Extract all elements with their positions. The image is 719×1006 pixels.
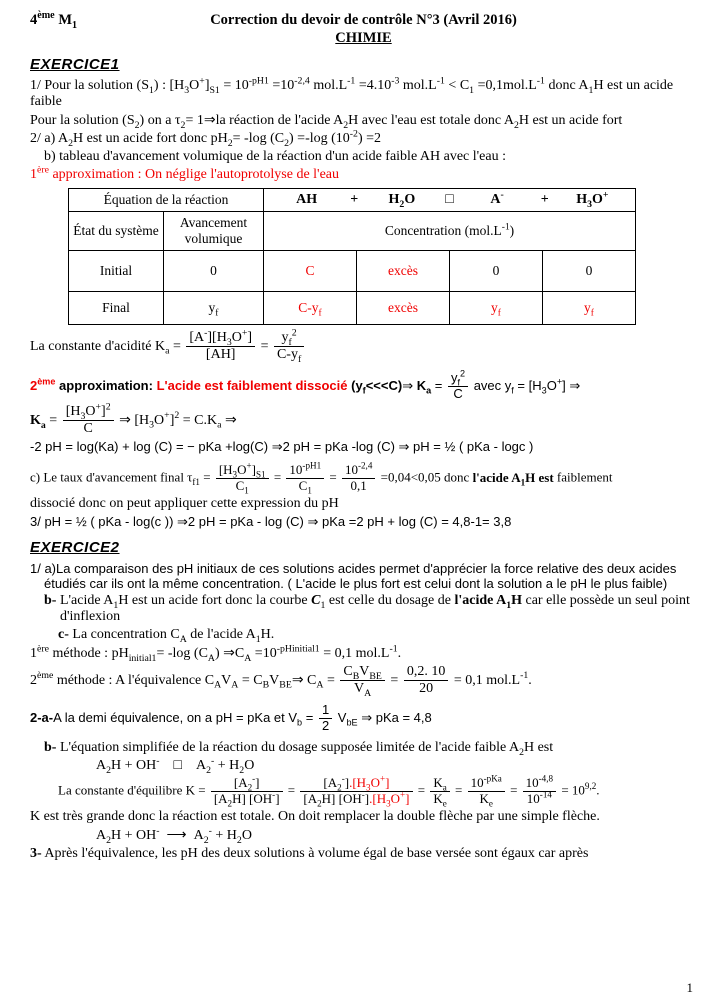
ex1-tableau-intro-line: b) tableau d'avancement volumique de la réaction d'un acide faible AH avec l'eau :: [44, 149, 506, 164]
table-row-final: [69, 292, 636, 325]
ex2-comparaison-line: 1/ a)La comparaison des pH initiaux de ces solutions acides permet d'apprécier la force relative des deux acides étudiés car ils ont la même concentration. ( L'acide le plus fort est celui dont la solution a le pH le plus faible): [30, 561, 677, 592]
ex1-approximation1-line: 1ère approximation : On néglige l'autoprotolyse de l'eau: [30, 164, 339, 182]
conc-cell: $C-y_f$: [264, 292, 357, 325]
avancement-cell: $y_f$: [164, 292, 264, 325]
conc-cell: excès: [357, 251, 450, 292]
taux-avancement-line: c) Le taux d'avancement final $\tau_{f1}$ = $\frac{[H_3O^+]_{S1}}{C_1}$ = $\frac{10^{-pH1}}{C_1}$ = $\frac{10^{-2,4}}{0,1}$ =0,04<0,05 donc l'acide $A_1H$ est faiblement: [30, 460, 613, 496]
ex2-courbe-line: b- L'acide $A_1H$ est un acide fort donc la courbe $C_1$ est celle du dosage de l'acide $A_1H$ car elle possède un seul point d'inflexion: [44, 593, 690, 625]
document-title: Correction du devoir de contrôle N°3 (Avril 2016): [210, 12, 517, 28]
table-row-headers: [69, 212, 636, 251]
page-number: 1: [686, 980, 693, 995]
ex2-question3-line: 3- Après l'équivalence, les pH des deux solutions à volume égal de base versée sont égaux car après: [30, 846, 589, 862]
species-a-minus: A-: [490, 189, 504, 207]
exercice2-heading: EXERCICE2: [30, 539, 120, 557]
ex1-approximation2-line: 2ème approximation: L'acide est faiblement dissocié $(y_f<<<C)\Rightarrow$ $K_a$ = $\frac{y_f^2}{C}$ avec $y_f = [H_3O^+]$ ⇒: [30, 368, 581, 402]
taux-avancement-line2: dissocié donc on peut appliquer cette expression du pH: [30, 496, 339, 512]
ka-simplified-line: $K_a$ = $\frac{[H_3O^+]^2}{C}$ ⇒ $[H_3O^+]^2 = C.K_a$ ⇒: [30, 401, 237, 437]
ex1-solution1-line: 1/ Pour la solution $(S_1)$ : $[H_3O^+]_{S1} = 10^{-pH1} =10^{-2,4}$ $mol.L^{-1} =4.10^{-3}$ $mol.L^{-1} < C_1 =0,1mol.L^{-1}$ donc $A_1H$ est un acide faible: [30, 75, 674, 109]
constante-equilibre-line: La constante d'équilibre K = $\frac{[A_2^-]}{[A_2H] [OH^-]}$ = $\frac{[A_2^-].[H_3O^+]}{[A_2H] [OH^-].[H_3O^+]}$ = $\frac{K_a}{K_e}$ = $\frac{10^{-pKa}}{K_e}$ = $\frac{10^{-4,8}}{10^{-14}}$ = $10^{9,2}$.: [58, 773, 600, 809]
conc-cell: $y_f$: [543, 292, 636, 325]
avancement-header-cell: Avancement volumique: [164, 212, 264, 251]
species-h3o-plus: $H_3O^+$: [576, 189, 609, 210]
class-label: 4ème $M_1$: [30, 10, 78, 31]
table-row-equation: [69, 189, 636, 212]
ex2-demi-equivalence-line: 2-a-A la demi équivalence, on a pH = pKa et $V_b$ = $\frac{1}{2}$ $V_{bE}$ ⇒ pKa = 4,8: [30, 702, 432, 734]
document-header: [30, 12, 697, 29]
reaction-equation: [268, 189, 631, 210]
plus-sign: +: [540, 192, 549, 207]
avancement-cell: 0: [164, 251, 264, 292]
conc-cell: 0: [450, 251, 543, 292]
equation-cell: [264, 189, 636, 212]
table-row-initial: [69, 251, 636, 292]
ex2-methode2-line: 2ème méthode : A l'équivalence $C_AV_A$ = $C_BV_{BE}\Rightarrow$ $C_A$ = $\frac{C_BV_{BE}}{V_A}$ = $\frac{0,2. 10}{20}$ = 0,1 $mol.L^{-1}$.: [30, 664, 532, 700]
ex2-methode1-line: 1ère méthode : $pH_{initial1}= -\log$ $(C_A)$ $\Rightarrow C_A =10^{-pHinitial1} = 0,1$ $mol.L^{-1}$.: [30, 643, 402, 664]
state-cell: Final: [69, 292, 164, 325]
ph-derivation-line: -2 pH = log(Ka) + log (C) = − pKa +log(C) ⇒2 pH = pKa -log (C) ⇒ pH = ½ ( pKa - logc ): [30, 439, 534, 455]
species-ah: AH: [296, 192, 318, 207]
subject-title: CHIMIE: [335, 30, 392, 46]
conc-cell: excès: [357, 292, 450, 325]
conc-cell: 0: [543, 251, 636, 292]
advancement-table: [68, 188, 636, 325]
dosage-total-equation: $A_2H + OH^-$ ⟶ $A_2^- + H_2O$: [96, 825, 252, 846]
equilibrium-arrow-icon: □: [445, 192, 454, 207]
subject-line: [30, 30, 697, 47]
state-cell: Initial: [69, 251, 164, 292]
ex2-equation-dosage-line: b- L'équation simplifiée de la réaction du dosage supposée limitée de l'acide faible $A_2H$ est: [44, 740, 554, 758]
reaction-totale-line: K est très grande donc la réaction est totale. On doit remplacer la double flèche par une simple flèche.: [30, 809, 600, 825]
plus-sign: +: [350, 192, 359, 207]
concentration-header-cell: Concentration $(mol.L^{-1})$: [264, 212, 636, 251]
ka-definition-line: La constante d'acidité $K_a$ = $\frac{[A^-][H_3O^+]}{[AH]}$ = $\frac{y_f^2}{C-y_f}$: [30, 330, 697, 363]
conc-cell: $y_f$: [450, 292, 543, 325]
ex1-question3-line: 3/ pH = ½ ( pKa - log(c )) ⇒2 pH = pKa - log (C) ⇒ pKa =2 pH + log (C) = 4,8-1= 3,8: [30, 514, 512, 530]
ex1-solution2-line: Pour la solution $(S_2)$ on a $\tau_2=$ 1⇒la réaction de l'acide $A_2H$ avec l'eau est totale donc $A_2H$ est un acide fort: [30, 113, 623, 131]
species-h2o: $H_2O$: [388, 192, 416, 210]
ex1-ph2-line: 2/ a) $A_2H$ est un acide fort donc $pH_2= -\log$ $(C_2) =-\log$ $(10^{-2}) =2$: [30, 128, 382, 149]
conc-cell: C: [264, 251, 357, 292]
dosage-reaction-equation: $A_2H + OH^-$ □ $A_2^- + H_2O$: [96, 755, 255, 776]
exercice1-heading: EXERCICE1: [30, 56, 120, 73]
state-header-cell: État du système: [69, 212, 164, 251]
equation-label-cell: Équation de la réaction: [69, 189, 264, 212]
ex2-concentration-line: c- La concentration $C_A$ de l'acide $A_1H$.: [58, 627, 275, 645]
